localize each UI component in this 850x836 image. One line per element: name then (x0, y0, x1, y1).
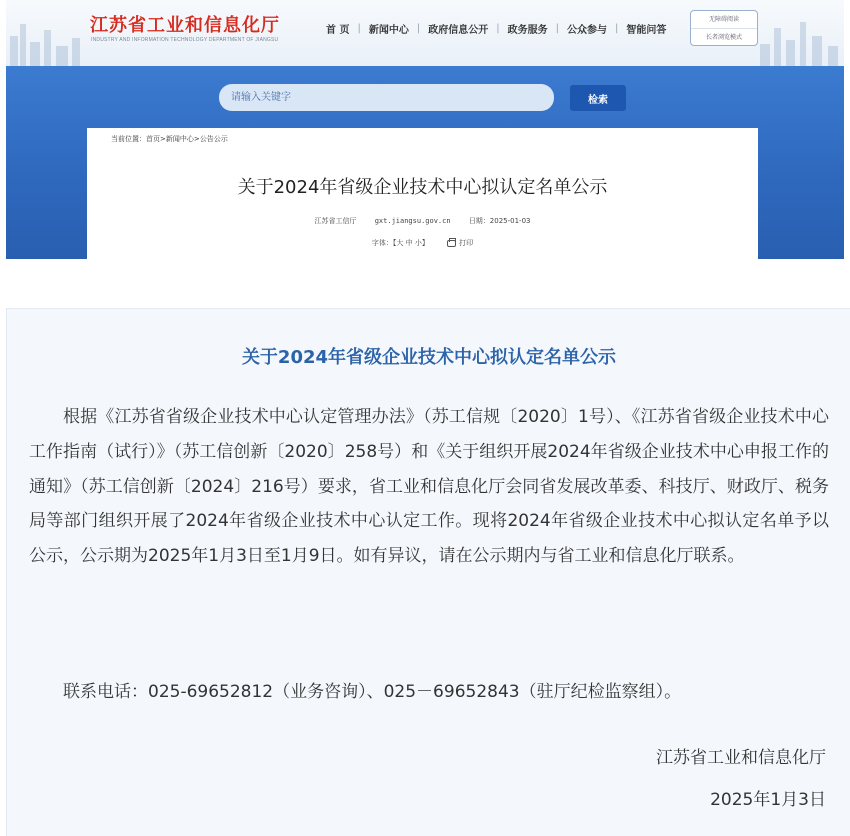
article-date: 日期：2025-01-03 (468, 217, 531, 225)
search-input[interactable] (219, 84, 554, 111)
nav-item-participation[interactable]: 公众参与 (566, 25, 607, 36)
article-domain: gxt.jiangsu.gov.cn (374, 217, 451, 225)
article-header-card (87, 128, 758, 259)
search-button[interactable]: 检索 (570, 85, 626, 111)
article-source: 江苏省工信厅 (314, 217, 357, 225)
page-header-screenshot (6, 0, 844, 259)
article-tools (87, 238, 758, 248)
nav-item-services[interactable]: 政务服务 (507, 25, 548, 36)
top-bar (6, 0, 844, 66)
skyline-decoration (6, 16, 96, 66)
elder-mode-button[interactable]: 长者浏览模式 (691, 28, 757, 45)
nav-divider: | (357, 23, 361, 34)
nav-divider: | (555, 23, 559, 34)
nav-item-news[interactable]: 新闻中心 (368, 25, 409, 36)
body-paragraph-2: 联系电话：025-69652812（业务咨询）、025－69652843（驻厅纪检监察组）。 (63, 682, 682, 702)
nav-item-gov-info[interactable]: 政府信息公开 (428, 25, 489, 36)
body-paragraph-1: 根据《江苏省省级企业技术中心认定管理办法》（苏工信规〔2020〕1号）、《江苏省省级企业技术中心工作指南（试行）》（苏工信创新〔2020〕258号）和《关于组织开展2024年省级企业技术中心申报工作的通知》（苏工信创新〔2024〕216号）要求，省工业和信息化厅会同省发展改革委、科技厅、财政厅、税务局等部门组织开展了2024年省级企业技术中心认定工作。现将2024年省级企业技术中心拟认定名单予以公示，公示期为2025年1月3日至1月9日。如有异议，请在公示期内与省工业和信息化厅联系。 (29, 407, 829, 567)
nav-divider: | (416, 23, 421, 34)
nav-item-qa[interactable]: 智能问答 (626, 25, 667, 36)
nav-divider: | (496, 23, 500, 34)
site-subtitle: INDUSTRY AND INFORMATION TECHNOLOGY DEPARTMENT OF JIANGSU (91, 37, 279, 43)
skyline-decoration (754, 16, 844, 66)
article-title: 关于2024年省级企业技术中心拟认定名单公示 (237, 177, 608, 198)
accessible-reading-button[interactable]: 无障碍阅读 (708, 16, 739, 23)
signature-date: 2025年1月3日 (710, 790, 826, 810)
accessibility-panel (690, 10, 758, 46)
print-link[interactable]: 打印 (459, 239, 474, 247)
nav-divider: | (614, 23, 619, 34)
body-title: 关于2024年省级企业技术中心拟认定名单公示 (241, 347, 617, 368)
signature-organization: 江苏省工业和信息化厅 (656, 748, 826, 768)
article-meta (87, 216, 758, 226)
article-body-panel (6, 308, 850, 836)
breadcrumb[interactable]: 当前位置：首页>新闻中心>公告公示 (111, 135, 228, 143)
printer-icon[interactable] (447, 240, 456, 247)
font-size-selector[interactable]: 字体：【大 中 小】 (371, 239, 429, 247)
main-nav (318, 21, 674, 36)
nav-item-home[interactable]: 首 页 (326, 25, 350, 36)
site-title[interactable]: 江苏省工业和信息化厅 (90, 15, 280, 36)
